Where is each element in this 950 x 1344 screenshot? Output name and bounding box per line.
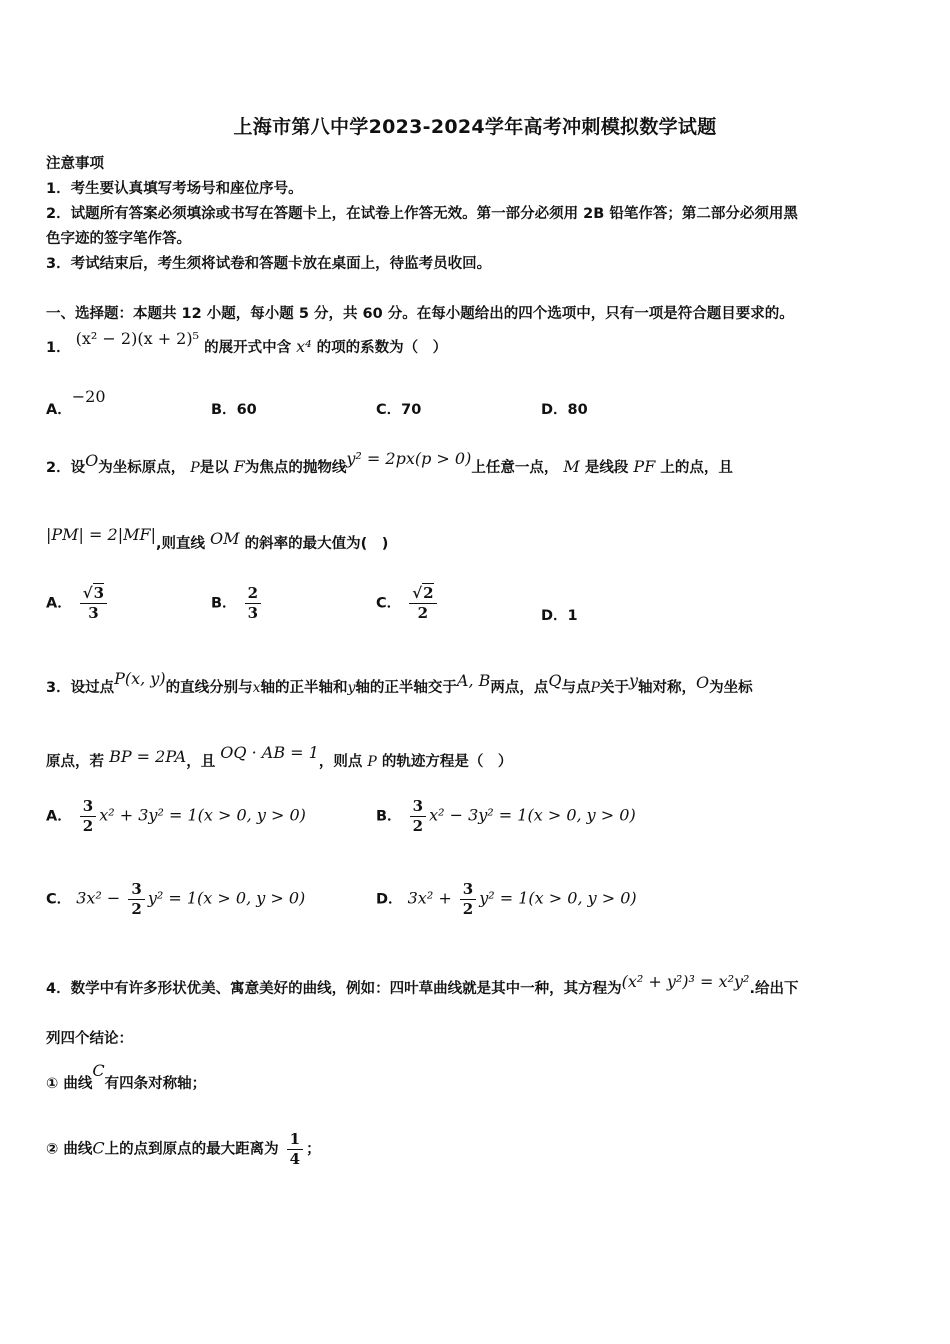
denominator: 2 [412,817,424,835]
point-P: P(x, y) [114,669,166,688]
denominator: 2 [462,900,474,918]
question-3-line-2 [46,743,513,771]
condition-1: BP = 2PA [109,747,187,766]
option-value: −20 [71,387,106,406]
var-P: P [590,680,600,696]
text: 上任意一点， [471,460,559,476]
fraction [460,880,476,919]
option-label: D． [541,608,568,624]
text: 为坐标 [709,680,753,696]
points-AB: A, B [456,671,491,690]
equation: x² − 3y² = 1(x > 0, y > 0) [429,805,636,825]
q1-option-d[interactable] [541,398,588,419]
var-PF: PF [633,457,656,476]
denominator: 4 [289,1150,301,1168]
equation-prefix: 3x² + [407,888,452,908]
var-F: F [233,457,245,476]
fraction [80,797,96,836]
notice-heading: 注意事项 [46,156,104,172]
text: 为焦点的抛物线 [244,460,347,476]
question-1 [46,329,448,357]
text: ① 曲线 [46,1076,93,1092]
text: 轴的正半轴和 [260,680,348,696]
option-label: C． [46,891,72,908]
q3-option-c[interactable] [46,880,305,919]
q1-option-b[interactable] [211,398,257,419]
text: 轴的正半轴交于 [355,680,457,696]
equation: x² + 3y² = 1(x > 0, y > 0) [99,805,306,825]
q1-expression: (x² − 2)(x + 2)⁵ [75,329,200,348]
fraction [410,797,426,836]
text: 有四条对称轴； [104,1076,207,1092]
page-title: 上海市第八中学2023-2024学年高考冲刺模拟数学试题 [233,116,717,138]
var-C: C [92,1138,105,1158]
option-label: A． [46,402,72,418]
parabola-equation: y² = 2px(p > 0) [346,449,472,468]
curve-equation: (x² + y²)³ = x²y² [621,972,750,991]
text: 轴对称， [637,680,696,696]
option-value: 60 [236,402,257,418]
question-2-line-1 [46,449,733,477]
text: 4．数学中有许多形状优美、寓意美好的曲线，例如：四叶草曲线就是其中一种，其方程为 [46,981,622,997]
notice-line-2: 2．试题所有答案必须填涂或书写在答题卡上，在试卷上作答无效。第一部分必须用 2B 铅笔作答；第二部分必须用黑 [46,206,798,222]
q2-option-b[interactable] [211,584,264,623]
var-y: y [628,671,638,690]
option-label: C． [376,402,402,418]
text: 上的点，且 [660,460,733,476]
text: .给出下 [749,981,799,997]
q3-option-b[interactable] [376,797,636,836]
numerator: 3 [410,797,426,817]
condition: |PM| = 2|MF| [46,525,156,544]
text: 的斜率的最大值为( ) [244,536,389,552]
option-label: C． [376,595,402,612]
notice-line-4: 3．考试结束后，考生须将试卷和答题卡放在桌面上，待监考员收回。 [46,256,492,272]
text: 的直线分别与 [165,680,253,696]
text: 原点，若 [46,754,104,770]
q3-option-d[interactable] [376,880,637,919]
question-4-line-2: 列四个结论： [46,1031,133,1047]
var-y: y [347,680,356,696]
q1-text2: 的项的系数为（ ） [316,340,448,356]
q4-conclusion-1 [46,1061,207,1093]
denominator: 2 [131,900,142,918]
numerator: 3 [80,797,96,817]
equation: y² = 1(x > 0, y > 0) [479,888,637,908]
var-OM: OM [210,529,240,548]
option-label: B． [376,808,402,825]
fraction [128,880,144,919]
question-4-line-1 [46,972,799,998]
numerator: 3 [128,880,144,900]
option-label: D． [541,402,568,418]
numerator: 1 [287,1130,303,1150]
text: 是线段 [584,460,629,476]
q4-conclusion-2 [46,1130,321,1169]
condition-2: OQ · AB = 1 [220,743,319,762]
text: 关于 [599,680,629,696]
q2-option-a[interactable] [46,584,110,623]
q1-text1: 的展开式中含 [204,340,292,356]
option-label: B． [211,595,237,612]
numerator: 3 [93,584,105,602]
text: 的轨迹方程是（ ） [381,754,513,770]
q3-number: 3．设过点 [46,680,115,696]
fraction [287,1130,303,1169]
notice-line-1: 1．考生要认真填写考场号和座位序号。 [46,181,303,197]
option-value: 70 [401,402,422,418]
option-label: A． [46,808,72,825]
var-P: P [367,754,377,770]
equation: y² = 1(x > 0, y > 0) [147,888,306,908]
text: 为坐标原点， [98,460,186,476]
text: ,则直线 [155,536,205,552]
text: 与点 [561,680,591,696]
denominator: 2 [82,817,94,835]
option-label: D． [376,891,403,908]
option-label: B． [211,402,237,418]
text: 是以 [199,460,229,476]
option-value: 80 [567,402,588,418]
fraction: $\frac{√2}{2}$ [409,584,436,623]
q2-number: 2．设 [46,460,86,476]
q1-number: 1． [46,340,71,356]
text: 两点，点 [490,680,549,696]
question-3-line-1 [46,669,753,697]
numerator: 3 [460,880,476,900]
option-value: 1 [567,608,578,624]
fraction: $\frac{√3}{3}$ [80,584,107,623]
text: ； [306,1141,321,1158]
q1-option-c[interactable] [376,398,421,419]
text: ② 曲线 [46,1141,93,1158]
text: ，且 [186,754,216,770]
numerator: 2 [423,584,434,602]
text: 上的点到原点的最大距离为 [104,1141,279,1158]
notice-line-3: 色字迹的签字笔作答。 [46,231,191,247]
q2-option-d[interactable] [541,604,578,625]
fraction [245,584,261,623]
var-C: C [92,1061,105,1080]
var-M: M [563,457,580,476]
denominator: 2 [417,604,429,622]
denominator: 3 [247,604,259,622]
numerator: 2 [245,584,261,604]
option-label: A． [46,595,72,612]
q1-term: x⁴ [296,337,312,356]
text: ，则点 [318,754,363,770]
var-P: P [190,460,200,476]
var-O: O [695,673,710,692]
var-Q: Q [548,671,562,690]
q3-option-a[interactable] [46,797,306,836]
denominator: 3 [88,604,99,622]
q1-option-a[interactable] [46,387,106,419]
var-O: O [85,451,99,470]
question-2-line-2 [46,525,389,553]
section-heading: 一、选择题：本题共 12 小题，每小题 5 分，共 60 分。在每小题给出的四个选项中，只有一项是符合题目要求的。 [46,306,794,322]
q2-option-c[interactable] [376,584,440,623]
var-x: x [252,680,261,696]
equation-prefix: 3x² − [76,888,121,908]
